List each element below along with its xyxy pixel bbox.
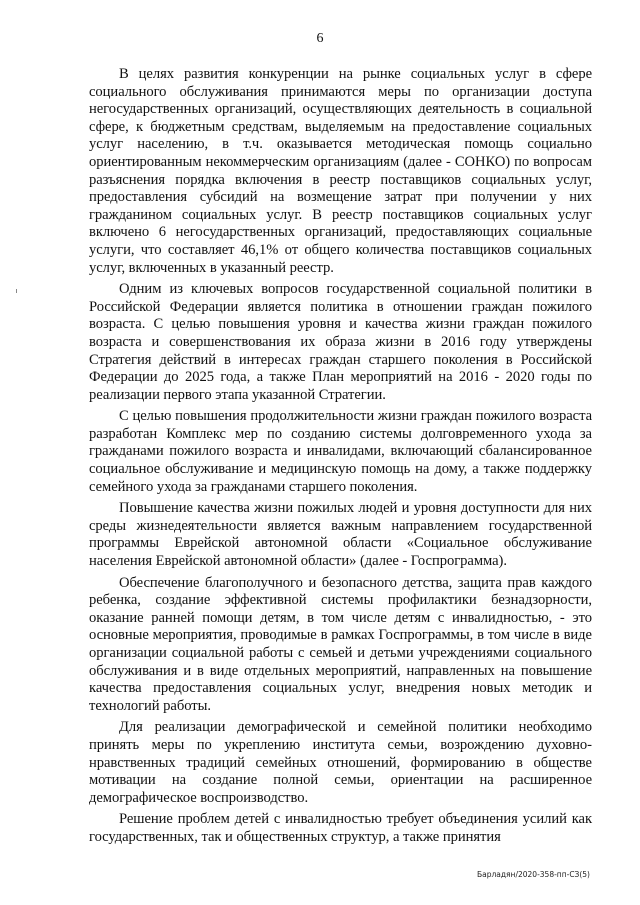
paragraph: Для реализации демографической и семейной политики необходимо принять меры по укреплению института семьи, возрождению духовно-нравственных традиций семейных отношений, формированию в обществе мотивации на создание полной семьи, ориентации на расширенное демографическое воспроизводство. [89,719,592,806]
paragraph: Повышение качества жизни пожилых людей и уровня доступности для них среды жизнедеятельности является важным направлением государственной программы Еврейской автономной области «Социальное обслуживание населения Еврейской автономной области» (далее - Госпрограмма). [89,500,592,570]
document-body [89,66,592,851]
paragraph: Одним из ключевых вопросов государственной социальной политики в Российской Федерации является политика в отношении граждан пожилого возраста. С целью повышения уровня и качества жизни граждан пожилого возраста и совершенствования их образа жизни в 2016 году утверждены Стратегия действий в интересах граждан старшего поколения в Российской Федерации до 2025 года, а также План мероприятий на 2016 - 2020 годы по реализации первого этапа указанной Стратегии. [89,281,592,403]
paragraph: Обеспечение благополучного и безопасного детства, защита прав каждого ребенка, создание эффективной системы профилактики безнадзорности, оказание ранней помощи детям, в том числе детям с инвалидностью, - это основные мероприятия, проводимые в рамках Госпрограммы, в том числе в виде организации социальной работы с семьей и детьми учреждениями социального обслуживания и в виде отдельных мероприятий, направленных на повышение качества предоставления социальных услуг, внедрения новых методик и технологий работы. [89,574,592,714]
paragraph: С целью повышения продолжительности жизни граждан пожилого возраста разработан Комплекс мер по созданию системы долговременного ухода за гражданами пожилого возраста и инвалидами, включающий сбалансированное социальное обслуживание и медицинскую помощь на дому, а также поддержку семейного ухода за гражданами старшего поколения. [89,408,592,495]
document-code: Барладян/2020-358-пп-СЗ(5) [476,870,590,879]
page-number: 6 [316,31,324,46]
paragraph: В целях развития конкуренции на рынке социальных услуг в сфере социального обслуживания принимаются меры по организации доступа негосударственных организаций, осуществляющих деятельность в социальной сфере, к бюджетным средствам, выделяемым на предоставление социальных услуг населению, в т.ч. оказывается методическая помощь социально ориентированным некоммерческим организациям (далее - СОНКО) по вопросам разъяснения порядка включения в реестр поставщиков социальных услуг, предоставления субсидий на возмещение затрат при получении у них гражданином социальных услуг. В реестр поставщиков социальных услуг включено 6 негосударственных организаций, предоставляющих социальные услуги, что составляет 46,1% от общего количества поставщиков социальных услуг, включенных в указанный реестр. [89,66,592,276]
margin-mark [16,289,17,293]
paragraph: Решение проблем детей с инвалидностью требует объединения усилий как государственных, так и общественных структур, а также принятия [89,811,592,845]
